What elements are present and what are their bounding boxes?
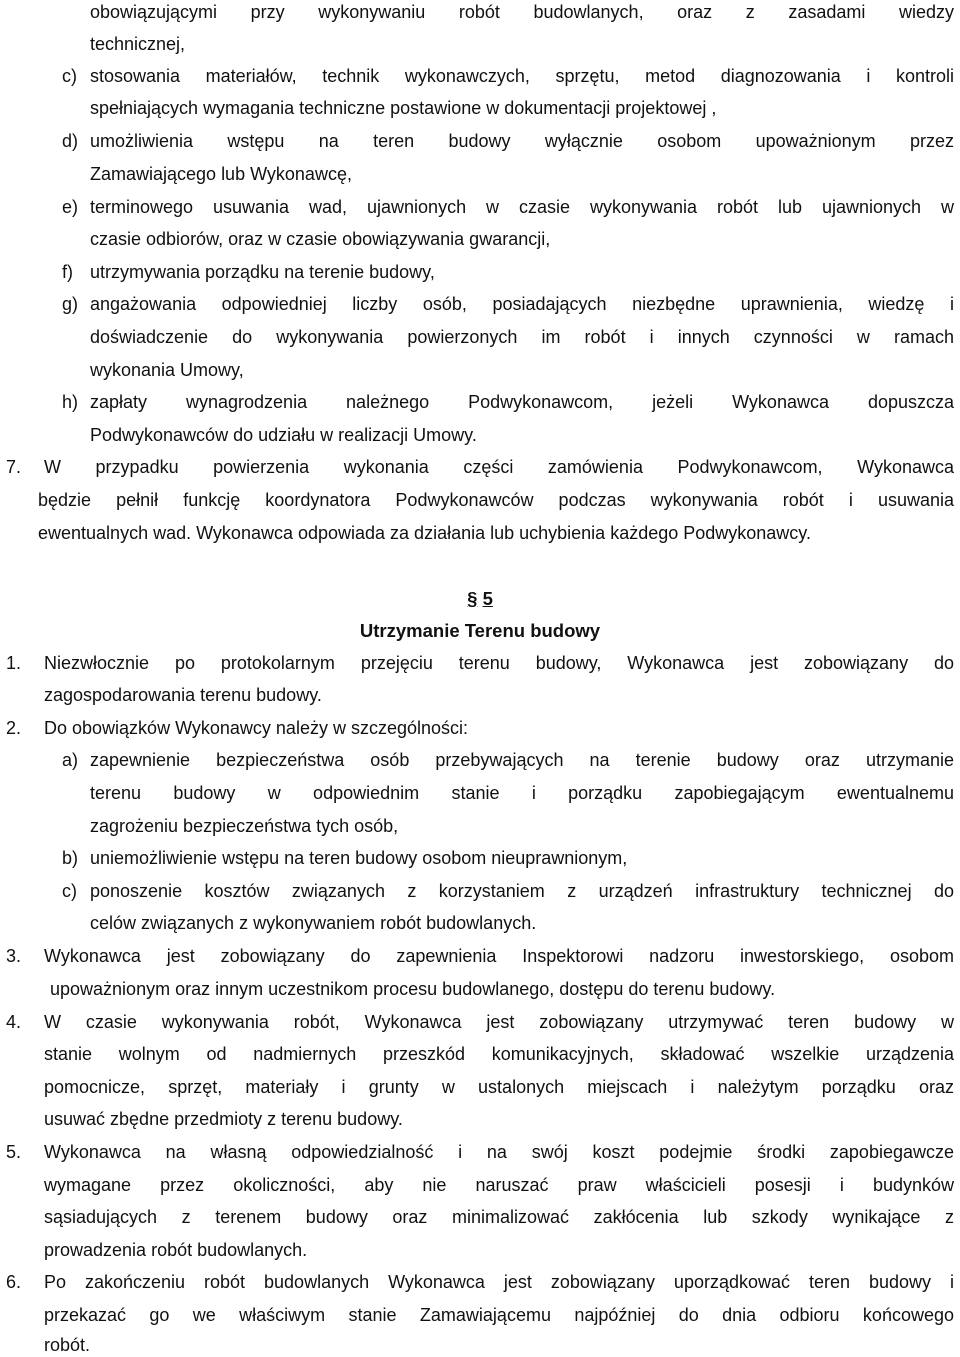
item-label: d) bbox=[62, 131, 79, 151]
section-number-value: 5 bbox=[482, 588, 493, 609]
text-line: Wykonawca na własną odpowiedzialność i na swój koszt podejmie środki zapobiegawcze bbox=[44, 1142, 954, 1162]
point-number: 2. bbox=[6, 718, 22, 738]
text-line: ewentualnych wad. Wykonawca odpowiada za działania lub uchybienia każdego Podwykonawcy. bbox=[38, 523, 811, 543]
text-line: będzie pełnił funkcję koordynatora Podwykonawców podczas wykonywania robót i usuwania bbox=[38, 490, 954, 510]
item-label: e) bbox=[62, 197, 79, 217]
point-number: 4. bbox=[6, 1012, 22, 1032]
item-label: g) bbox=[62, 294, 79, 314]
item-label: f) bbox=[62, 262, 73, 282]
point-number: 5. bbox=[6, 1142, 22, 1162]
text-line: Niezwłocznie po protokolarnym przejęciu terenu budowy, Wykonawca jest zobowiązany do bbox=[44, 653, 954, 673]
text-line: angażowania odpowiedniej liczby osób, posiadających niezbędne uprawnienia, wiedzę i bbox=[90, 294, 954, 314]
text-line: wymagane przez okoliczności, aby nie naruszać praw właścicieli posesji i budynków bbox=[44, 1175, 954, 1195]
item-label: c) bbox=[62, 881, 77, 901]
section-title: Utrzymanie Terenu budowy bbox=[359, 620, 601, 641]
text-line: Po zakończeniu robót budowlanych Wykonawca jest zobowiązany uporządkować teren budowy i bbox=[44, 1272, 954, 1292]
text-line: Do obowiązków Wykonawcy należy w szczególności: bbox=[44, 718, 469, 738]
point-number: 3. bbox=[6, 946, 22, 966]
text-line: zagospodarowania terenu budowy. bbox=[44, 685, 322, 705]
text-line: usuwać zbędne przedmioty z terenu budowy. bbox=[44, 1109, 403, 1129]
section-number bbox=[0, 586, 960, 612]
text-line: technicznej, bbox=[90, 34, 186, 54]
text-line: zapewnienie bezpieczeństwa osób przebywających na terenie budowy oraz utrzymanie bbox=[90, 750, 954, 770]
text-line: terminowego usuwania wad, ujawnionych w czasie wykonywania robót lub ujawnionych w bbox=[90, 197, 954, 217]
text-line: robót. bbox=[44, 1335, 91, 1355]
text-line: zapłaty wynagrodzenia należnego Podwykonawcom, jeżeli Wykonawca dopuszcza bbox=[90, 392, 954, 412]
point-number: 7. bbox=[6, 457, 22, 477]
item-label: c) bbox=[62, 66, 77, 86]
text-line: obowiązującymi przy wykonywaniu robót budowlanych, oraz z zasadami wiedzy bbox=[90, 2, 954, 22]
text-line: stosowania materiałów, technik wykonawczych, sprzętu, metod diagnozowania i kontroli bbox=[90, 66, 954, 86]
text-line: Podwykonawców do udziału w realizacji Umowy. bbox=[90, 425, 477, 445]
text-line: uniemożliwienie wstępu na teren budowy osobom nieuprawnionym, bbox=[90, 848, 628, 868]
text-line: Zamawiającego lub Wykonawcę, bbox=[90, 164, 352, 184]
text-line: stanie wolnym od nadmiernych przeszkód komunikacyjnych, składować wszelkie urządzenia bbox=[44, 1044, 954, 1064]
text-line: Wykonawca jest zobowiązany do zapewnienia Inspektorowi nadzoru inwestorskiego, osobom bbox=[44, 946, 954, 966]
point-number: 6. bbox=[6, 1272, 22, 1292]
text-line: przekazać go we właściwym stanie Zamawiającemu najpóźniej do dnia odbioru końcowego bbox=[44, 1305, 954, 1325]
text-line: ponoszenie kosztów związanych z korzystaniem z urządzeń infrastruktury technicznej do bbox=[90, 881, 954, 901]
text-line: pomocnicze, sprzęt, materiały i grunty w ustalonych miejscach i należytym porządku oraz bbox=[44, 1077, 954, 1097]
text-line: upoważnionym oraz innym uczestnikom procesu budowlanego, dostępu do terenu budowy. bbox=[50, 979, 776, 999]
item-label: a) bbox=[62, 750, 79, 770]
text-line: czasie odbiorów, oraz w czasie obowiązywania gwarancji, bbox=[90, 229, 551, 249]
item-label: b) bbox=[62, 848, 79, 868]
text-line: spełniających wymagania techniczne postawione w dokumentacji projektowej , bbox=[90, 98, 717, 118]
text-line: wykonania Umowy, bbox=[90, 360, 244, 380]
section-symbol: § bbox=[467, 588, 478, 609]
text-line: terenu budowy w odpowiednim stanie i porządku zapobiegającym ewentualnemu bbox=[90, 783, 954, 803]
point-number: 1. bbox=[6, 653, 22, 673]
text-line: celów związanych z wykonywaniem robót budowlanych. bbox=[90, 913, 537, 933]
text-line: W przypadku powierzenia wykonania części zamówienia Podwykonawcom, Wykonawca bbox=[44, 457, 954, 477]
text-line: zagrożeniu bezpieczeństwa tych osób, bbox=[90, 816, 399, 836]
text-line: doświadczenie do wykonywania powierzonych im robót i innych czynności w ramach bbox=[90, 327, 954, 347]
text-line: umożliwienia wstępu na teren budowy wyłącznie osobom upoważnionym przez bbox=[90, 131, 954, 151]
text-line: utrzymywania porządku na terenie budowy, bbox=[90, 262, 435, 282]
text-line: W czasie wykonywania robót, Wykonawca jest zobowiązany utrzymywać teren budowy w bbox=[44, 1012, 954, 1032]
text-line: prowadzenia robót budowlanych. bbox=[44, 1240, 308, 1260]
item-label: h) bbox=[62, 392, 79, 412]
text-line: sąsiadujących z terenem budowy oraz minimalizować zakłócenia lub szkody wynikające z bbox=[44, 1207, 954, 1227]
